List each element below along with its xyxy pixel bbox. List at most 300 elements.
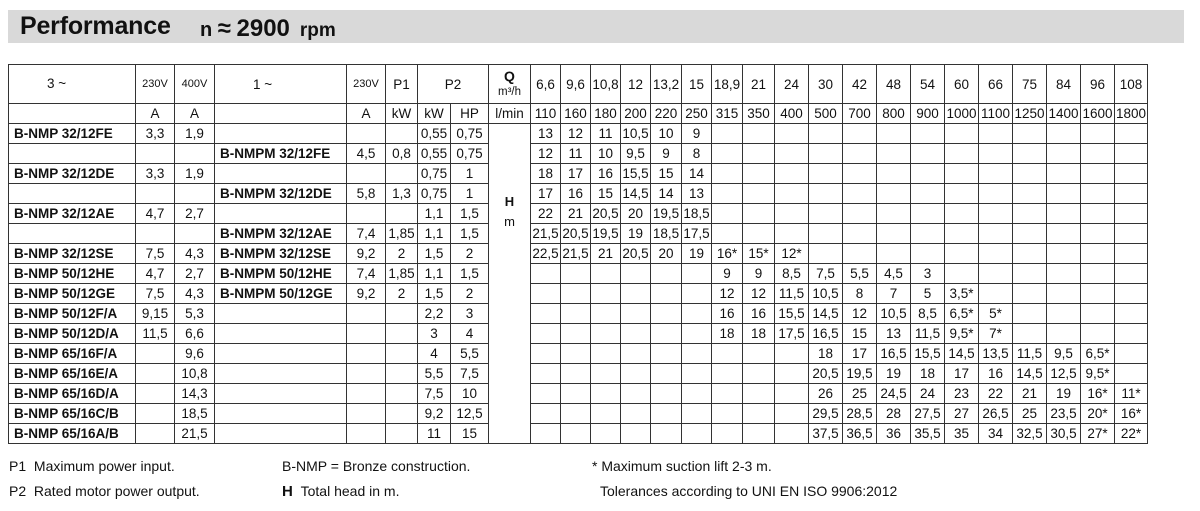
- header-400v: 400V: [175, 65, 215, 104]
- head-value: 16: [561, 184, 591, 204]
- header-amp-1ph: A: [347, 104, 386, 124]
- amp-400v: [175, 184, 215, 204]
- head-value: [1115, 244, 1148, 264]
- model-3ph: B-NMP 32/12SE: [9, 244, 136, 264]
- head-value: [682, 324, 712, 344]
- flow-m3h-2: 10,8: [591, 65, 621, 104]
- head-value: 17,5: [682, 224, 712, 244]
- head-value: [561, 304, 591, 324]
- head-value: 6,5*: [1081, 344, 1115, 364]
- amp-230v: [136, 144, 175, 164]
- head-value: 16: [743, 304, 775, 324]
- model-1ph: [215, 364, 347, 384]
- head-value: 24,5: [877, 384, 911, 404]
- speed-subtitle: [200, 15, 336, 43]
- amp-230v: [136, 364, 175, 384]
- head-unit: m: [504, 214, 515, 229]
- head-value: 24: [911, 384, 945, 404]
- head-value: 4,5: [877, 264, 911, 284]
- head-value: 35: [945, 424, 979, 444]
- head-value: 12: [712, 284, 743, 304]
- model-3ph: [9, 144, 136, 164]
- head-value: [531, 284, 561, 304]
- flow-m3h-1: 9,6: [561, 65, 591, 104]
- head-value: [809, 244, 843, 264]
- header-one-phase: 1 ~: [215, 65, 347, 104]
- head-value: 15,5: [621, 164, 651, 184]
- head-value: [682, 364, 712, 384]
- head-value: [1081, 244, 1115, 264]
- head-value: 18: [911, 364, 945, 384]
- header-amp-400: A: [175, 104, 215, 124]
- head-value: [682, 264, 712, 284]
- model-1ph: [215, 204, 347, 224]
- model-3ph: [9, 184, 136, 204]
- amp-230v: 7,5: [136, 284, 175, 304]
- flow-m3h-9: 30: [809, 65, 843, 104]
- p1-kw: 1,85: [386, 224, 418, 244]
- head-value: [775, 344, 809, 364]
- flow-lmin-8: 400: [775, 104, 809, 124]
- flow-lmin-11: 800: [877, 104, 911, 124]
- head-value: 11,5: [911, 324, 945, 344]
- head-value: 13,5: [979, 344, 1013, 364]
- head-value: [591, 404, 621, 424]
- amp-400v: 6,6: [175, 324, 215, 344]
- head-value: [561, 364, 591, 384]
- table-row: [9, 184, 1148, 204]
- head-value: 7*: [979, 324, 1013, 344]
- model-1ph: [215, 344, 347, 364]
- model-1ph: [215, 384, 347, 404]
- flow-lmin-15: 1250: [1013, 104, 1047, 124]
- flow-m3h-7: 21: [743, 65, 775, 104]
- head-value: [877, 164, 911, 184]
- head-value: 13: [877, 324, 911, 344]
- flow-m3h-5: 15: [682, 65, 712, 104]
- head-value: 19: [877, 364, 911, 384]
- p2-hp: 1,5: [451, 264, 489, 284]
- amp-400v: 18,5: [175, 404, 215, 424]
- head-value: [775, 424, 809, 444]
- p2-kw: 3: [418, 324, 451, 344]
- amp-1ph: [347, 384, 386, 404]
- head-value: [743, 224, 775, 244]
- p1-kw: [386, 164, 418, 184]
- head-value: [775, 364, 809, 384]
- flow-m3h-11: 48: [877, 65, 911, 104]
- head-value: 36,5: [843, 424, 877, 444]
- header-kw-p2: kW: [418, 104, 451, 124]
- head-value: 11*: [1115, 384, 1148, 404]
- amp-1ph: [347, 324, 386, 344]
- head-value: [651, 284, 682, 304]
- table-row: [9, 164, 1148, 184]
- head-value: [945, 124, 979, 144]
- head-value: 15*: [743, 244, 775, 264]
- flow-m3h-15: 75: [1013, 65, 1047, 104]
- amp-1ph: [347, 424, 386, 444]
- head-value: 30,5: [1047, 424, 1081, 444]
- head-value: 9,5: [1047, 344, 1081, 364]
- amp-230v: [136, 384, 175, 404]
- model-1ph: B-NMPM 32/12FE: [215, 144, 347, 164]
- head-value: [1081, 164, 1115, 184]
- flow-m3h-3: 12: [621, 65, 651, 104]
- head-value: 10: [591, 144, 621, 164]
- head-value: 20: [651, 244, 682, 264]
- p2-kw: 1,1: [418, 224, 451, 244]
- head-value: [979, 144, 1013, 164]
- head-value: [621, 424, 651, 444]
- head-value: [1047, 224, 1081, 244]
- model-1ph: B-NMPM 32/12DE: [215, 184, 347, 204]
- head-value: 5: [911, 284, 945, 304]
- head-value: [1115, 184, 1148, 204]
- header-q: [489, 65, 531, 104]
- p2-kw: 4: [418, 344, 451, 364]
- head-value: 16*: [1115, 404, 1148, 424]
- head-value: 10,5: [809, 284, 843, 304]
- head-value: [1013, 224, 1047, 244]
- head-value: 12: [743, 284, 775, 304]
- header-kw-p1: kW: [386, 104, 418, 124]
- head-value: 15,5: [911, 344, 945, 364]
- head-value: [591, 284, 621, 304]
- head-value: 16,5: [809, 324, 843, 344]
- model-3ph: B-NMP 50/12GE: [9, 284, 136, 304]
- head-value: [1115, 164, 1148, 184]
- head-value: 28,5: [843, 404, 877, 424]
- flow-m3h-12: 54: [911, 65, 945, 104]
- head-value: 20: [621, 204, 651, 224]
- head-value: [979, 284, 1013, 304]
- head-value: [651, 344, 682, 364]
- flow-m3h-14: 66: [979, 65, 1013, 104]
- head-column: [489, 124, 531, 444]
- model-1ph: B-NMPM 32/12AE: [215, 224, 347, 244]
- p1-kw: 2: [386, 244, 418, 264]
- head-value: [621, 364, 651, 384]
- p2-hp: 2: [451, 244, 489, 264]
- head-value: [1081, 144, 1115, 164]
- p2-hp: 1: [451, 184, 489, 204]
- head-value: 15,5: [775, 304, 809, 324]
- model-1ph: [215, 424, 347, 444]
- flow-lmin-13: 1000: [945, 104, 979, 124]
- head-value: [911, 224, 945, 244]
- p2-kw: 1,1: [418, 264, 451, 284]
- p2-kw: 7,5: [418, 384, 451, 404]
- flow-m3h-18: 108: [1115, 65, 1148, 104]
- table-row: [9, 424, 1148, 444]
- head-value: 16: [979, 364, 1013, 384]
- head-value: 11,5: [1013, 344, 1047, 364]
- head-value: 17,5: [775, 324, 809, 344]
- head-value: 6,5*: [945, 304, 979, 324]
- head-value: [1115, 124, 1148, 144]
- footnote-p1: [9, 458, 175, 474]
- head-value: [1047, 304, 1081, 324]
- table-row: [9, 244, 1148, 264]
- head-value: [531, 344, 561, 364]
- header-230v: 230V: [136, 65, 175, 104]
- head-value: [712, 124, 743, 144]
- head-value: 14,5: [621, 184, 651, 204]
- head-value: [712, 344, 743, 364]
- head-value: [1115, 324, 1148, 344]
- head-value: 8: [843, 284, 877, 304]
- head-value: 12: [531, 144, 561, 164]
- head-value: 14: [682, 164, 712, 184]
- p1-symbol: P1: [9, 458, 27, 474]
- head-value: [1081, 324, 1115, 344]
- head-value: 14,5: [1013, 364, 1047, 384]
- flow-m3h-6: 18,9: [712, 65, 743, 104]
- amp-230v: [136, 184, 175, 204]
- head-value: [1047, 324, 1081, 344]
- head-value: [911, 204, 945, 224]
- head-value: [877, 224, 911, 244]
- amp-230v: 9,15: [136, 304, 175, 324]
- head-value: 36: [877, 424, 911, 444]
- p1-kw: [386, 364, 418, 384]
- head-value: 18,5: [651, 224, 682, 244]
- head-value: [1013, 324, 1047, 344]
- head-value: 23,5: [1047, 404, 1081, 424]
- table-row: [9, 284, 1148, 304]
- head-value: 8: [682, 144, 712, 164]
- p1-text: Maximum power input.: [33, 458, 175, 474]
- head-value: [712, 364, 743, 384]
- head-value: [843, 144, 877, 164]
- flow-lmin-0: 110: [531, 104, 561, 124]
- head-value: [979, 264, 1013, 284]
- head-value: 17: [531, 184, 561, 204]
- header-amp-230: A: [136, 104, 175, 124]
- footnote-p2: [9, 483, 200, 499]
- head-value: [1013, 184, 1047, 204]
- head-value: [531, 364, 561, 384]
- head-value: [1081, 124, 1115, 144]
- head-value: 7,5: [809, 264, 843, 284]
- flow-lmin-16: 1400: [1047, 104, 1081, 124]
- head-value: [775, 164, 809, 184]
- head-value: 18: [743, 324, 775, 344]
- head-value: [743, 384, 775, 404]
- head-value: [1081, 184, 1115, 204]
- head-value: 18: [712, 324, 743, 344]
- head-value: [651, 384, 682, 404]
- head-value: [651, 324, 682, 344]
- p1-kw: 2: [386, 284, 418, 304]
- p2-kw: 0,55: [418, 124, 451, 144]
- head-value: 25: [843, 384, 877, 404]
- head-value: [1081, 204, 1115, 224]
- head-value: [1013, 244, 1047, 264]
- head-value: [809, 184, 843, 204]
- flow-m3h-16: 84: [1047, 65, 1081, 104]
- head-value: [1047, 284, 1081, 304]
- flow-m3h-10: 42: [843, 65, 877, 104]
- head-value: [712, 424, 743, 444]
- model-1ph: [215, 304, 347, 324]
- model-3ph: B-NMP 65/16C/B: [9, 404, 136, 424]
- flow-m3h-4: 13,2: [651, 65, 682, 104]
- head-value: 5,5: [843, 264, 877, 284]
- p2-kw: 1,5: [418, 284, 451, 304]
- amp-1ph: [347, 404, 386, 424]
- header-blank: [9, 104, 136, 124]
- head-value: [1047, 184, 1081, 204]
- head-value: [809, 144, 843, 164]
- flow-m3h-0: 6,6: [531, 65, 561, 104]
- head-value: [743, 424, 775, 444]
- head-value: 9,5*: [945, 324, 979, 344]
- table-row: [9, 384, 1148, 404]
- amp-400v: 2,7: [175, 264, 215, 284]
- head-value: [1047, 264, 1081, 284]
- p1-kw: [386, 404, 418, 424]
- head-value: [682, 304, 712, 324]
- flow-m3h-13: 60: [945, 65, 979, 104]
- amp-400v: 2,7: [175, 204, 215, 224]
- head-value: [591, 264, 621, 284]
- head-value: [843, 224, 877, 244]
- head-value: [621, 284, 651, 304]
- flow-lmin-2: 180: [591, 104, 621, 124]
- head-value: 9: [651, 144, 682, 164]
- flow-lmin-18: 1800: [1115, 104, 1148, 124]
- amp-1ph: 7,4: [347, 224, 386, 244]
- head-value: 26: [809, 384, 843, 404]
- model-3ph: B-NMP 32/12FE: [9, 124, 136, 144]
- head-value: [1081, 264, 1115, 284]
- p2-kw: 1,5: [418, 244, 451, 264]
- head-value: [591, 304, 621, 324]
- head-value: 22: [979, 384, 1013, 404]
- flow-lmin-12: 900: [911, 104, 945, 124]
- head-value: [561, 284, 591, 304]
- amp-400v: 21,5: [175, 424, 215, 444]
- head-value: [531, 424, 561, 444]
- head-value: [561, 324, 591, 344]
- amp-230v: [136, 344, 175, 364]
- page-title: Performance: [20, 12, 171, 40]
- head-value: 19: [682, 244, 712, 264]
- head-value: [682, 404, 712, 424]
- head-value: 20*: [1081, 404, 1115, 424]
- head-value: [651, 424, 682, 444]
- head-value: [979, 184, 1013, 204]
- head-value: [979, 164, 1013, 184]
- p2-hp: 1,5: [451, 204, 489, 224]
- head-value: 18,5: [682, 204, 712, 224]
- amp-230v: 3,3: [136, 164, 175, 184]
- footnote-suction: * Maximum suction lift 2-3 m.: [592, 458, 772, 474]
- head-value: [775, 144, 809, 164]
- head-value: [1047, 204, 1081, 224]
- p2-hp: 15: [451, 424, 489, 444]
- head-value: 10,5: [621, 124, 651, 144]
- head-value: [945, 264, 979, 284]
- head-value: [712, 164, 743, 184]
- amp-230v: 11,5: [136, 324, 175, 344]
- header-lmin: l/min: [489, 104, 531, 124]
- head-value: 17: [843, 344, 877, 364]
- head-value: 13: [531, 124, 561, 144]
- head-value: 12: [843, 304, 877, 324]
- flow-lmin-1: 160: [561, 104, 591, 124]
- head-value: [911, 124, 945, 144]
- p2-kw: 0,75: [418, 184, 451, 204]
- head-value: [945, 144, 979, 164]
- amp-1ph: 5,8: [347, 184, 386, 204]
- model-1ph: B-NMPM 50/12GE: [215, 284, 347, 304]
- head-value: 27*: [1081, 424, 1115, 444]
- head-value: [945, 184, 979, 204]
- head-value: [877, 244, 911, 264]
- head-value: [877, 124, 911, 144]
- head-value: 12: [561, 124, 591, 144]
- amp-1ph: 9,2: [347, 284, 386, 304]
- table-row: [9, 344, 1148, 364]
- amp-400v: 9,6: [175, 344, 215, 364]
- p1-kw: 1,85: [386, 264, 418, 284]
- head-value: [682, 284, 712, 304]
- model-1ph: [215, 324, 347, 344]
- p1-kw: [386, 304, 418, 324]
- p1-kw: [386, 204, 418, 224]
- head-value: [1013, 144, 1047, 164]
- head-value: 34: [979, 424, 1013, 444]
- header-p2: P2: [418, 65, 489, 104]
- head-value: [877, 204, 911, 224]
- head-value: [979, 224, 1013, 244]
- head-value: [561, 264, 591, 284]
- head-value: 21: [561, 204, 591, 224]
- amp-400v: 1,9: [175, 164, 215, 184]
- flow-m3h-8: 24: [775, 65, 809, 104]
- head-value: [775, 204, 809, 224]
- head-value: 14,5: [809, 304, 843, 324]
- speed-unit: rpm: [299, 20, 336, 41]
- head-value: [945, 204, 979, 224]
- amp-1ph: [347, 364, 386, 384]
- model-1ph: [215, 164, 347, 184]
- head-value: [743, 404, 775, 424]
- head-value: 16*: [1081, 384, 1115, 404]
- amp-230v: [136, 424, 175, 444]
- model-1ph: [215, 124, 347, 144]
- head-value: [591, 344, 621, 364]
- head-value: [743, 184, 775, 204]
- head-value: 20,5: [621, 244, 651, 264]
- p2-hp: 4: [451, 324, 489, 344]
- approx-symbol: ≈: [217, 15, 231, 42]
- p2-hp: 3: [451, 304, 489, 324]
- p2-hp: 0,75: [451, 124, 489, 144]
- head-value: 14: [651, 184, 682, 204]
- head-value: 32,5: [1013, 424, 1047, 444]
- head-value: 11,5: [775, 284, 809, 304]
- head-value: [531, 324, 561, 344]
- head-value: [1047, 244, 1081, 264]
- head-value: 22,5: [531, 244, 561, 264]
- speed-symbol: n: [200, 19, 213, 41]
- head-value: 11: [561, 144, 591, 164]
- model-3ph: B-NMP 50/12F/A: [9, 304, 136, 324]
